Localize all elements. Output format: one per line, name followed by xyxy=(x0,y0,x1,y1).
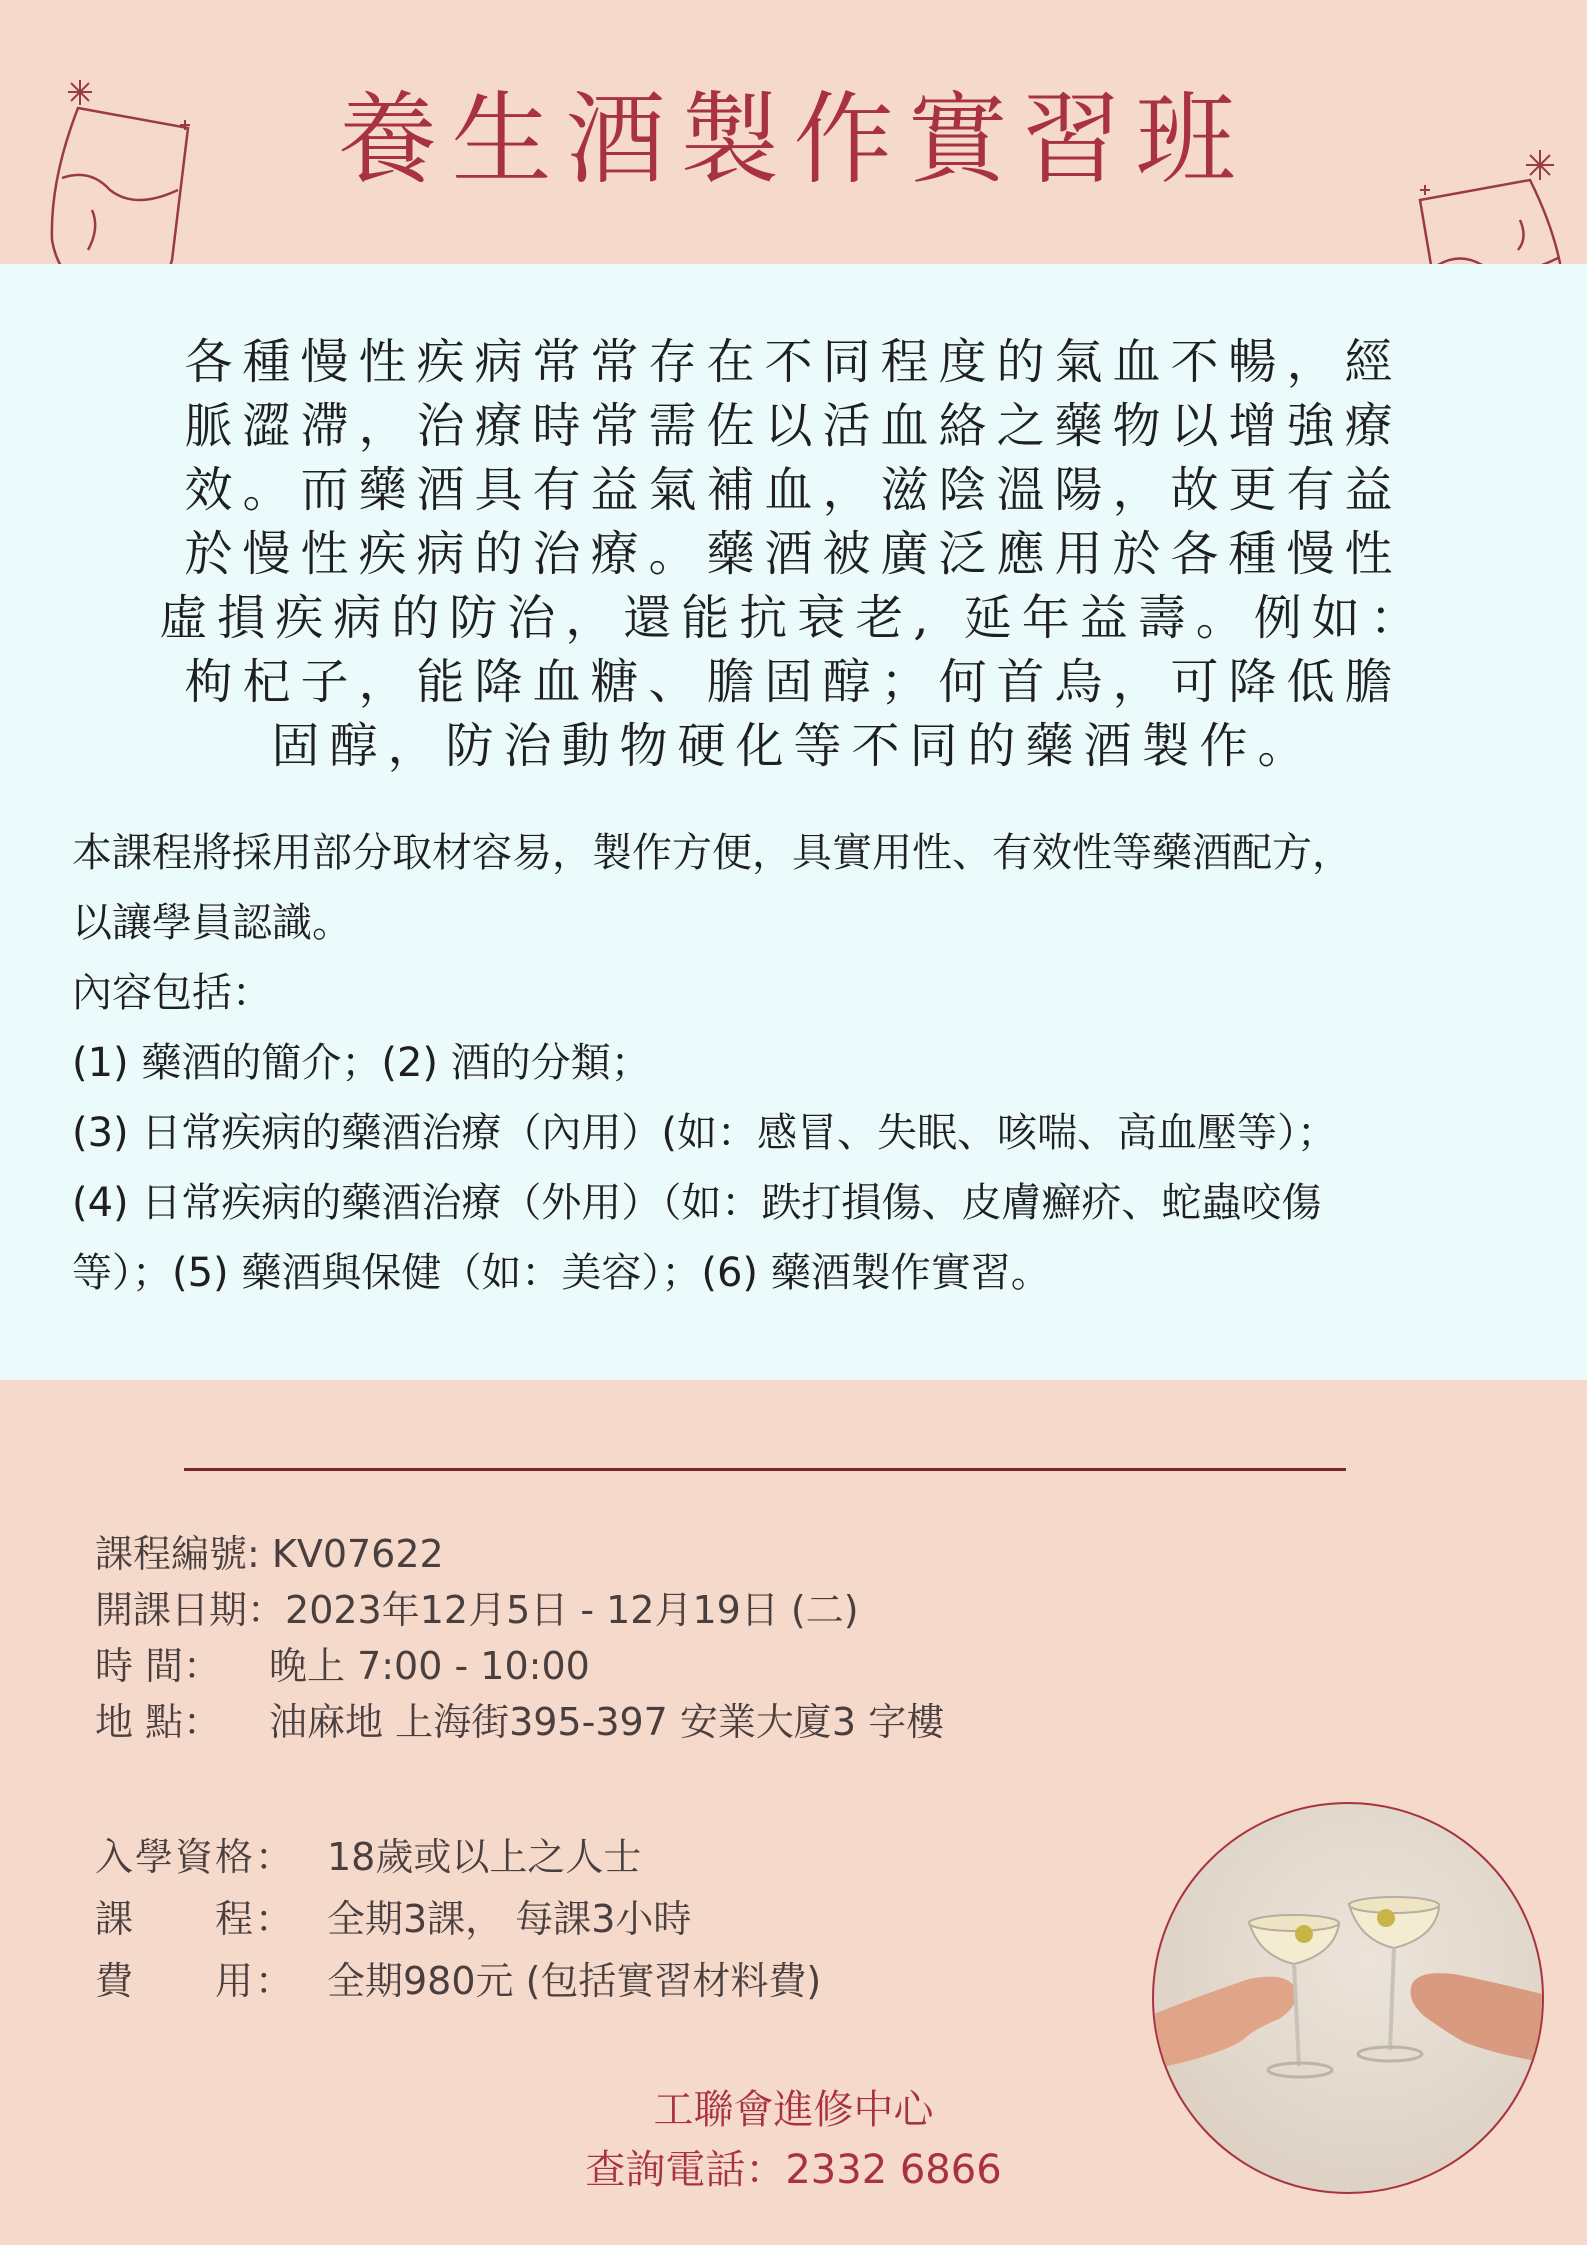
course-code-row xyxy=(95,1526,944,1582)
section-divider xyxy=(184,1468,1346,1471)
enquiry-phone: 查詢電話：2332 6866 xyxy=(585,2147,1002,2193)
details-line: 本課程將採用部分取材容易，製作方便，具實用性、有效性等藥酒配方， xyxy=(72,830,1352,876)
course-time-row xyxy=(95,1638,944,1694)
details-line: (1) 藥酒的簡介；(2) 酒的分類； xyxy=(72,1040,651,1086)
intro-line: 於慢性疾病的治療。藥酒被廣泛應用於各種慢性 xyxy=(184,526,1403,582)
course-place-row xyxy=(95,1694,944,1750)
organization-name: 工聯會進修中心 xyxy=(653,2087,934,2133)
toast-illustration-icon xyxy=(1154,1804,1542,2192)
details-line: 以讓學員認識。 xyxy=(72,900,352,946)
details-line: (3) 日常疾病的藥酒治療（內用）(如：感冒、失眠、咳喘、高血壓等）； xyxy=(72,1110,1337,1156)
lessons-row xyxy=(95,1888,821,1950)
intro-line: 枸杞子，能降血糖、膽固醇；何首烏，可降低膽 xyxy=(184,654,1403,710)
course-info xyxy=(95,1526,944,1750)
qualification-value: 18歲或以上之人士 xyxy=(327,1835,642,1879)
toasting-glasses-photo xyxy=(1152,1802,1544,2194)
details-line: 內容包括： xyxy=(72,970,272,1016)
course-code-label: 課程編號: xyxy=(95,1532,260,1576)
enrollment-info xyxy=(95,1826,821,2012)
course-place-label: 地 點： xyxy=(95,1700,222,1744)
intro-line: 虛損疾病的防治，還能抗衰老, 延年益壽。例如： xyxy=(159,590,1428,646)
course-code-value: KV07622 xyxy=(271,1532,444,1576)
course-details xyxy=(72,818,1532,1308)
lessons-value: 全期3課， 每課3小時 xyxy=(327,1897,692,1941)
qualification-label: 入學資格： xyxy=(95,1835,296,1879)
course-date-row xyxy=(95,1582,944,1638)
course-date-label: 開課日期： xyxy=(95,1588,286,1632)
details-line: (4) 日常疾病的藥酒治療（外用）（如：跌打損傷、皮膚癬疥、蛇蟲咬傷 xyxy=(72,1180,1322,1226)
intro-line: 效。而藥酒具有益氣補血，滋陰溫陽，故更有益 xyxy=(184,462,1403,518)
fee-row xyxy=(95,1950,821,2012)
details-line: 等）；(5) 藥酒與保健（如：美容）；(6) 藥酒製作實習。 xyxy=(72,1250,1051,1296)
intro-line: 各種慢性疾病常常存在不同程度的氣血不暢，經 xyxy=(184,334,1403,390)
page-title: 養生酒製作實習班 xyxy=(337,81,1250,198)
course-place-value: 油麻地 上海街395-397 安業大廈3 字樓 xyxy=(269,1700,945,1744)
intro-line: 固醇，防治動物硬化等不同的藥酒製作。 xyxy=(271,718,1316,774)
lessons-label: 課 程： xyxy=(95,1897,296,1941)
intro-paragraph xyxy=(80,330,1507,778)
intro-line: 脈澀滯，治療時常需佐以活血絡之藥物以增強療 xyxy=(184,398,1403,454)
fee-value: 全期980元 (包括實習材料費) xyxy=(327,1959,822,2003)
course-time-label: 時 間： xyxy=(95,1644,222,1688)
course-date-value: 2023年12月5日 - 12月19日 (二) xyxy=(285,1588,859,1632)
qualification-row xyxy=(95,1826,821,1888)
fee-label: 費 用： xyxy=(95,1959,296,2003)
course-time-value: 晚上 7:00 - 10:00 xyxy=(269,1644,590,1688)
